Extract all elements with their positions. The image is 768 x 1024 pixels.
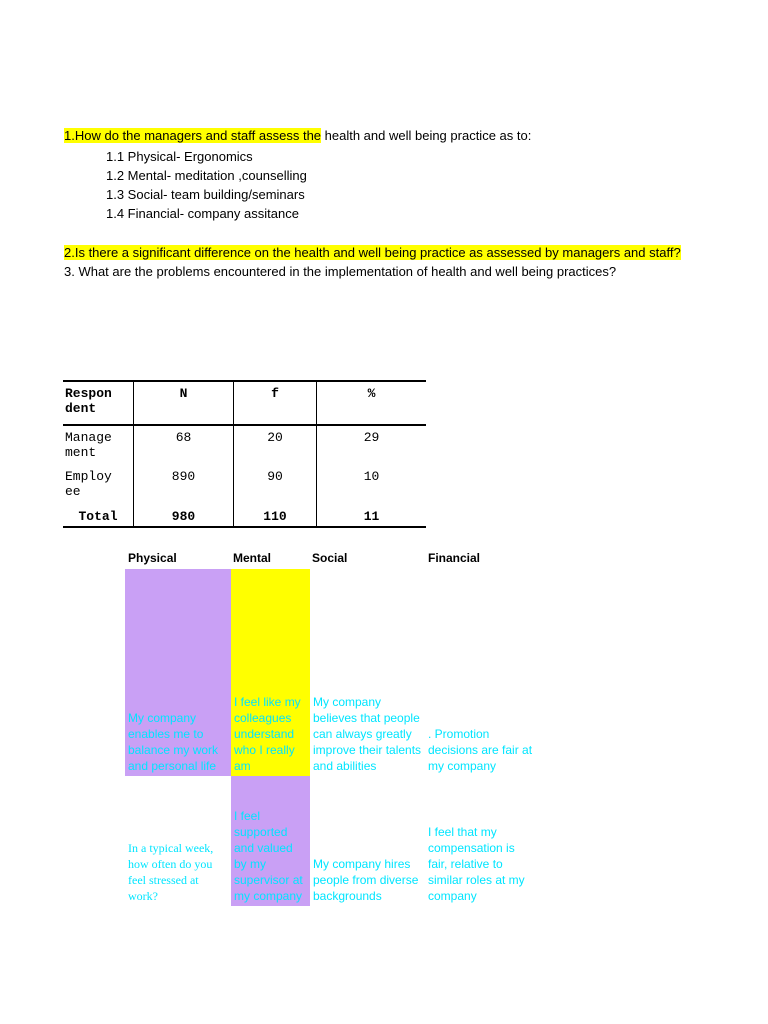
question-1-subitems [106,147,307,223]
statement-text: I feel supported and valued by my supervisor at my company [234,809,303,903]
cell-f: 20 [234,425,317,465]
cell-percent: 11 [317,505,427,527]
statement-text: In a typical week, how often do you feel stressed at work? [128,841,214,903]
statement-physical-1 [125,569,231,776]
cell-respondent: Employ ee [65,469,112,499]
subitem-mental: 1.2 Mental- meditation ,counselling [106,168,307,183]
header-percent: % [317,381,427,425]
statement-text: . Promotion decisions are fair at my company [428,727,533,773]
subitem-social: 1.3 Social- team building/seminars [106,187,305,202]
header-n: N [134,381,234,425]
statement-text: My company believes that people can always greatly improve their talents and abilities [313,695,422,773]
header-respondent: Respon dent [63,381,134,425]
question-3: 3. What are the problems encountered in the implementation of health and well being practices? [64,264,617,279]
statement-text: My company enables me to balance my work and personal life [128,711,219,773]
cell-percent: 29 [317,425,427,465]
table-row [63,425,426,465]
statement-mental-1 [231,569,310,776]
grid-header-mental: Mental [233,551,272,565]
cell-n: 890 [134,465,234,505]
grid-header-social: Social [312,551,348,565]
subitem-physical: 1.1 Physical- Ergonomics [106,149,253,164]
question-1-highlight: 1.How do the managers and staff assess the [64,128,322,143]
cell-n: 980 [134,505,234,527]
cell-respondent: Total [63,505,134,527]
statement-text: My company hires people from diverse backgrounds [313,857,419,903]
statement-social-2 [310,776,425,906]
grid-header-financial: Financial [428,551,481,565]
statement-financial-2 [425,776,540,906]
statement-mental-2 [231,776,310,906]
cell-n: 68 [134,425,234,465]
statement-text: I feel like my colleagues understand who I really am [234,695,301,773]
header-f: f [234,381,317,425]
cell-percent: 10 [317,465,427,505]
grid-header-physical: Physical [128,551,177,565]
table-row-total [63,505,426,527]
question-2 [64,244,681,262]
table-row [63,465,426,505]
statement-financial-1 [425,569,540,776]
statement-social-1 [310,569,425,776]
cell-f: 90 [234,465,317,505]
question-1-rest: health and well being practice as to: [321,128,532,143]
respondent-table [63,380,426,528]
cell-respondent: Manage ment [65,430,112,460]
table-header-row [63,381,426,425]
question-1 [64,127,531,145]
statement-physical-2 [125,776,231,906]
subitem-financial: 1.4 Financial- company assitance [106,206,299,221]
question-2-text: 2.Is there a significant difference on the health and well being practice as assessed by managers and staff? [64,245,681,260]
cell-f: 110 [234,505,317,527]
statement-text: I feel that my compensation is fair, relative to similar roles at my company [428,825,525,903]
